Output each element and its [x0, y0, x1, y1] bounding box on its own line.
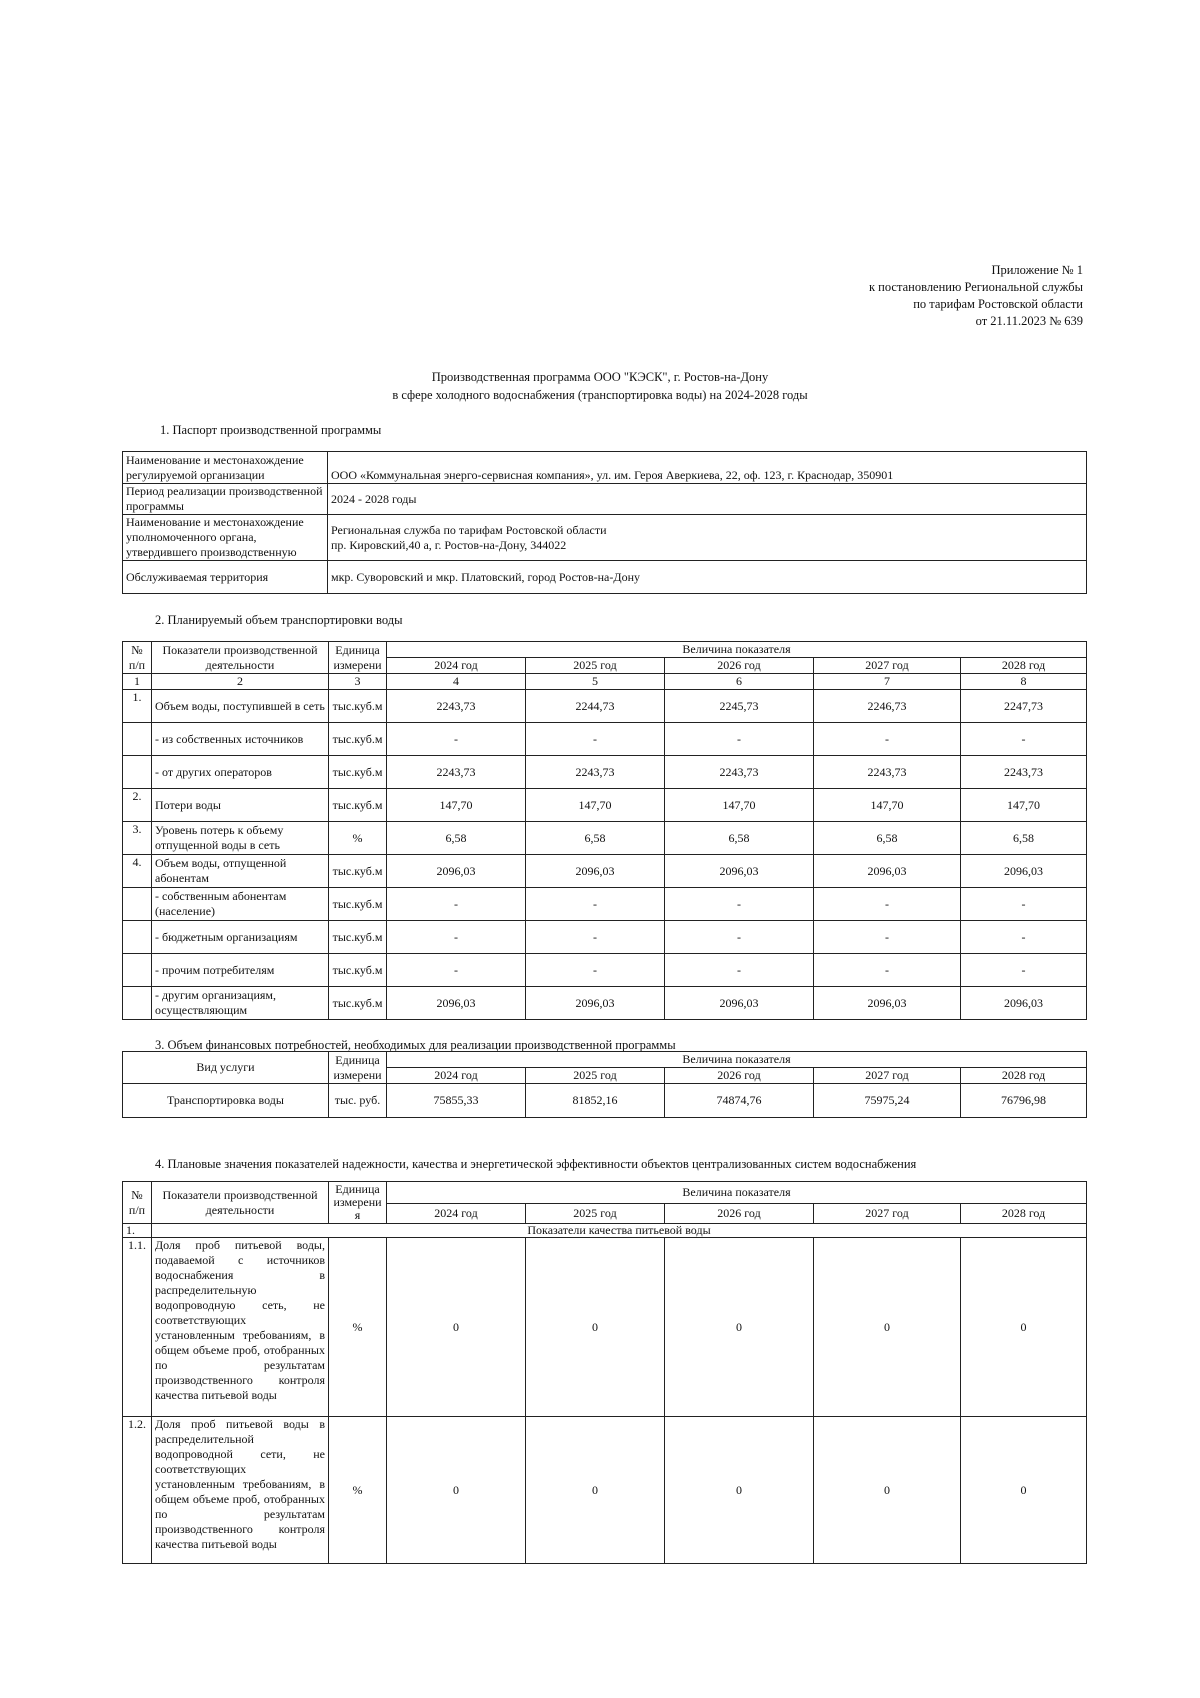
table-cell: 76796,98	[961, 1084, 1087, 1118]
column-number-row	[123, 674, 1087, 690]
column-number: 3	[329, 674, 387, 690]
row-value: 0	[814, 1417, 961, 1564]
cell-line: пр. Кировский,40 а, г. Ростов-на-Дону, 344022	[331, 537, 567, 552]
row-value: -	[387, 954, 526, 987]
row-value: 2243,73	[526, 756, 665, 789]
row-value: -	[814, 921, 961, 954]
row-label: - от других операторов	[152, 756, 329, 789]
column-number: 4	[387, 674, 526, 690]
row-num	[123, 756, 152, 789]
row-value: 2096,03	[814, 987, 961, 1020]
group-row	[123, 1224, 1087, 1238]
table-cell: мкр. Суворовский и мкр. Платовский, город Ростов-на-Дону	[328, 561, 1087, 594]
row-value: 2096,03	[814, 855, 961, 888]
header-unit: Единица измерени я	[329, 1182, 387, 1224]
header-year: 2024 год	[387, 1068, 526, 1084]
table-row	[123, 888, 1087, 921]
row-value: 147,70	[814, 789, 961, 822]
table-row	[123, 452, 1087, 484]
passport-table	[122, 451, 1087, 594]
header-year: 2028 год	[961, 1204, 1087, 1224]
table-row	[123, 789, 1087, 822]
column-number: 2	[152, 674, 329, 690]
row-value: 2096,03	[387, 855, 526, 888]
row-value: 0	[961, 1417, 1087, 1564]
table-cell: Обслуживаемая территория	[123, 561, 328, 594]
row-value: 147,70	[526, 789, 665, 822]
row-num	[123, 954, 152, 987]
finance-table	[122, 1051, 1087, 1118]
row-num	[123, 723, 152, 756]
row-label: - прочим потребителям	[152, 954, 329, 987]
header-num: № п/п	[123, 1182, 152, 1224]
row-value: 0	[387, 1238, 526, 1417]
row-value: 0	[665, 1238, 814, 1417]
row-value: 0	[665, 1417, 814, 1564]
row-unit: тыс.куб.м	[329, 789, 387, 822]
table-row	[123, 954, 1087, 987]
title-line: Производственная программа ООО "КЭСК", г. Ростов-на-Дону	[431, 370, 769, 384]
row-value: 2245,73	[665, 690, 814, 723]
row-num: 3.	[123, 822, 152, 855]
row-value: -	[387, 723, 526, 756]
row-label: Уровень потерь к объему отпущенной воды в сеть	[152, 822, 329, 855]
appendix-line: от 21.11.2023 № 639	[975, 314, 1083, 328]
row-unit: тыс.куб.м	[329, 756, 387, 789]
row-value: 0	[961, 1238, 1087, 1417]
row-unit: %	[329, 822, 387, 855]
row-value: 2096,03	[387, 987, 526, 1020]
column-number: 1	[123, 674, 152, 690]
table-header-row	[123, 1182, 1087, 1204]
header-year: 2025 год	[526, 658, 665, 674]
header-num: № п/п	[123, 642, 152, 674]
row-num	[123, 921, 152, 954]
header-value: Величина показателя	[387, 1182, 1087, 1204]
row-value: 2096,03	[961, 855, 1087, 888]
section-heading: 2. Планируемый объем транспортировки воды	[155, 613, 403, 627]
row-label: Объем воды, отпущенной абонентам	[152, 855, 329, 888]
row-unit: тыс.куб.м	[329, 987, 387, 1020]
header-unit: Единица измерени	[329, 642, 387, 674]
row-num: 1.2.	[123, 1417, 152, 1564]
table-cell: 75975,24	[814, 1084, 961, 1118]
row-value: 2243,73	[665, 756, 814, 789]
row-label: - другим организациям, осуществляющим	[152, 987, 329, 1020]
row-num	[123, 987, 152, 1020]
row-value: 6,58	[814, 822, 961, 855]
header-year: 2024 год	[387, 658, 526, 674]
header-year: 2026 год	[665, 1068, 814, 1084]
appendix-line: по тарифам Ростовской области	[913, 297, 1083, 311]
row-value: -	[814, 723, 961, 756]
header-value: Величина показателя	[387, 642, 1087, 658]
row-value: 2243,73	[387, 756, 526, 789]
table-header-row	[123, 1052, 1087, 1068]
table-cell: Наименование и местонахождение уполномоченного органа, утвердившего производственную	[123, 515, 328, 561]
row-value: 2244,73	[526, 690, 665, 723]
table-cell: Наименование и местонахождение регулируемой организации	[123, 452, 328, 484]
header-year: 2027 год	[814, 1204, 961, 1224]
header-indicator: Показатели производственной деятельности	[152, 642, 329, 674]
cell-line: Региональная служба по тарифам Ростовской области	[331, 522, 607, 537]
row-value: 2243,73	[387, 690, 526, 723]
row-num: 4.	[123, 855, 152, 888]
table-cell: Период реализации производственной программы	[123, 484, 328, 515]
table-cell: Транспортировка воды	[123, 1084, 329, 1118]
row-value: 147,70	[961, 789, 1087, 822]
row-value: -	[387, 888, 526, 921]
table-row	[123, 1238, 1087, 1417]
row-value: 2247,73	[961, 690, 1087, 723]
table-row	[123, 756, 1087, 789]
appendix-note	[869, 262, 1083, 330]
row-label: Доля проб питьевой воды, подаваемой с источников водоснабжения в распределительную водопроводную сеть, не соответствующих установленным требованиям, в общем объеме проб, отобранных по результатам производственного контроля качества питьевой воды	[152, 1238, 329, 1417]
table-row	[123, 561, 1087, 594]
section-heading: 1. Паспорт производственной программы	[160, 423, 382, 437]
header-value: Величина показателя	[387, 1052, 1087, 1068]
row-value: 2243,73	[961, 756, 1087, 789]
header-year: 2026 год	[665, 1204, 814, 1224]
table-row	[123, 1084, 1087, 1118]
row-unit: %	[329, 1238, 387, 1417]
row-label: Доля проб питьевой воды в распределительной водопроводной сети, не соответствующих установленным требованиям, в общем объеме проб, отобранных по результатам производственного контроля качества питьевой воды	[152, 1417, 329, 1564]
section-heading: 3. Объем финансовых потребностей, необходимых для реализации производственной программы	[155, 1038, 676, 1052]
row-num: 1.	[123, 690, 152, 723]
row-value: 0	[387, 1417, 526, 1564]
row-value: -	[961, 888, 1087, 921]
column-number: 6	[665, 674, 814, 690]
appendix-line: Приложение № 1	[991, 263, 1083, 277]
row-value: 2096,03	[526, 855, 665, 888]
row-label: - бюджетным организациям	[152, 921, 329, 954]
table-row	[123, 987, 1087, 1020]
row-value: -	[387, 921, 526, 954]
row-value: -	[526, 921, 665, 954]
header-service: Вид услуги	[123, 1052, 329, 1084]
row-unit: тыс.куб.м	[329, 690, 387, 723]
row-value: -	[961, 954, 1087, 987]
row-unit: тыс.куб.м	[329, 855, 387, 888]
table-row	[123, 723, 1087, 756]
row-unit: тыс.куб.м	[329, 954, 387, 987]
table-row	[123, 690, 1087, 723]
header-year: 2025 год	[526, 1068, 665, 1084]
table-row	[123, 515, 1087, 561]
row-unit: тыс.куб.м	[329, 921, 387, 954]
table-cell	[328, 515, 1087, 561]
row-value: 6,58	[665, 822, 814, 855]
section-heading: 4. Плановые значения показателей надежности, качества и энергетической эффективности объектов централизованных систем водоснабжения	[155, 1157, 917, 1171]
row-unit: тыс.куб.м	[329, 888, 387, 921]
table-cell: 74874,76	[665, 1084, 814, 1118]
row-value: 6,58	[387, 822, 526, 855]
row-value: 6,58	[961, 822, 1087, 855]
row-value: 2246,73	[814, 690, 961, 723]
table-cell: 75855,33	[387, 1084, 526, 1118]
header-indicator: Показатели производственной деятельности	[152, 1182, 329, 1224]
header-year: 2027 год	[814, 658, 961, 674]
volume-table	[122, 641, 1087, 1020]
row-label: Объем воды, поступившей в сеть	[152, 690, 329, 723]
header-unit: Единица измерени	[329, 1052, 387, 1084]
table-cell: ООО «Коммунальная энерго-сервисная компания», ул. им. Героя Аверкиева, 22, оф. 123, г. Краснодар, 350901	[328, 452, 1087, 484]
row-num: 1.1.	[123, 1238, 152, 1417]
column-number: 8	[961, 674, 1087, 690]
row-value: 2243,73	[814, 756, 961, 789]
header-year: 2024 год	[387, 1204, 526, 1224]
header-year: 2026 год	[665, 658, 814, 674]
row-num: 2.	[123, 789, 152, 822]
header-year: 2027 год	[814, 1068, 961, 1084]
row-value: -	[665, 921, 814, 954]
row-value: 0	[526, 1238, 665, 1417]
volume-table-body	[123, 690, 1087, 1020]
row-value: 2096,03	[526, 987, 665, 1020]
row-value: -	[526, 888, 665, 921]
header-year: 2028 год	[961, 658, 1087, 674]
row-label: - собственным абонентам (население)	[152, 888, 329, 921]
group-label: Показатели качества питьевой воды	[152, 1224, 1087, 1238]
quality-table	[122, 1181, 1087, 1564]
document-title	[0, 368, 1200, 404]
row-value: -	[814, 954, 961, 987]
row-value: -	[961, 723, 1087, 756]
column-number: 7	[814, 674, 961, 690]
row-label: - из собственных источников	[152, 723, 329, 756]
header-year: 2028 год	[961, 1068, 1087, 1084]
row-num	[123, 888, 152, 921]
row-value: 147,70	[387, 789, 526, 822]
row-value: -	[665, 723, 814, 756]
column-number: 5	[526, 674, 665, 690]
row-value: 2096,03	[665, 855, 814, 888]
table-row	[123, 921, 1087, 954]
table-row	[123, 855, 1087, 888]
row-label: Потери воды	[152, 789, 329, 822]
table-cell: 2024 - 2028 годы	[328, 484, 1087, 515]
row-value: 6,58	[526, 822, 665, 855]
row-value: -	[526, 954, 665, 987]
appendix-line: к постановлению Региональной службы	[868, 280, 1083, 294]
row-unit: тыс.куб.м	[329, 723, 387, 756]
table-row	[123, 1417, 1087, 1564]
row-value: 2096,03	[665, 987, 814, 1020]
row-value: 0	[814, 1238, 961, 1417]
row-value: -	[526, 723, 665, 756]
row-value: -	[961, 921, 1087, 954]
row-value: -	[665, 888, 814, 921]
header-year: 2025 год	[526, 1204, 665, 1224]
group-num: 1.	[123, 1224, 152, 1238]
row-value: -	[814, 888, 961, 921]
row-value: 0	[526, 1417, 665, 1564]
table-cell: тыс. руб.	[329, 1084, 387, 1118]
table-row	[123, 822, 1087, 855]
row-value: 147,70	[665, 789, 814, 822]
row-unit: %	[329, 1417, 387, 1564]
title-line: в сфере холодного водоснабжения (транспортировка воды) на 2024-2028 годы	[392, 388, 808, 402]
row-value: 2096,03	[961, 987, 1087, 1020]
table-cell: 81852,16	[526, 1084, 665, 1118]
table-row	[123, 484, 1087, 515]
table-header-row	[123, 642, 1087, 658]
row-value: -	[665, 954, 814, 987]
